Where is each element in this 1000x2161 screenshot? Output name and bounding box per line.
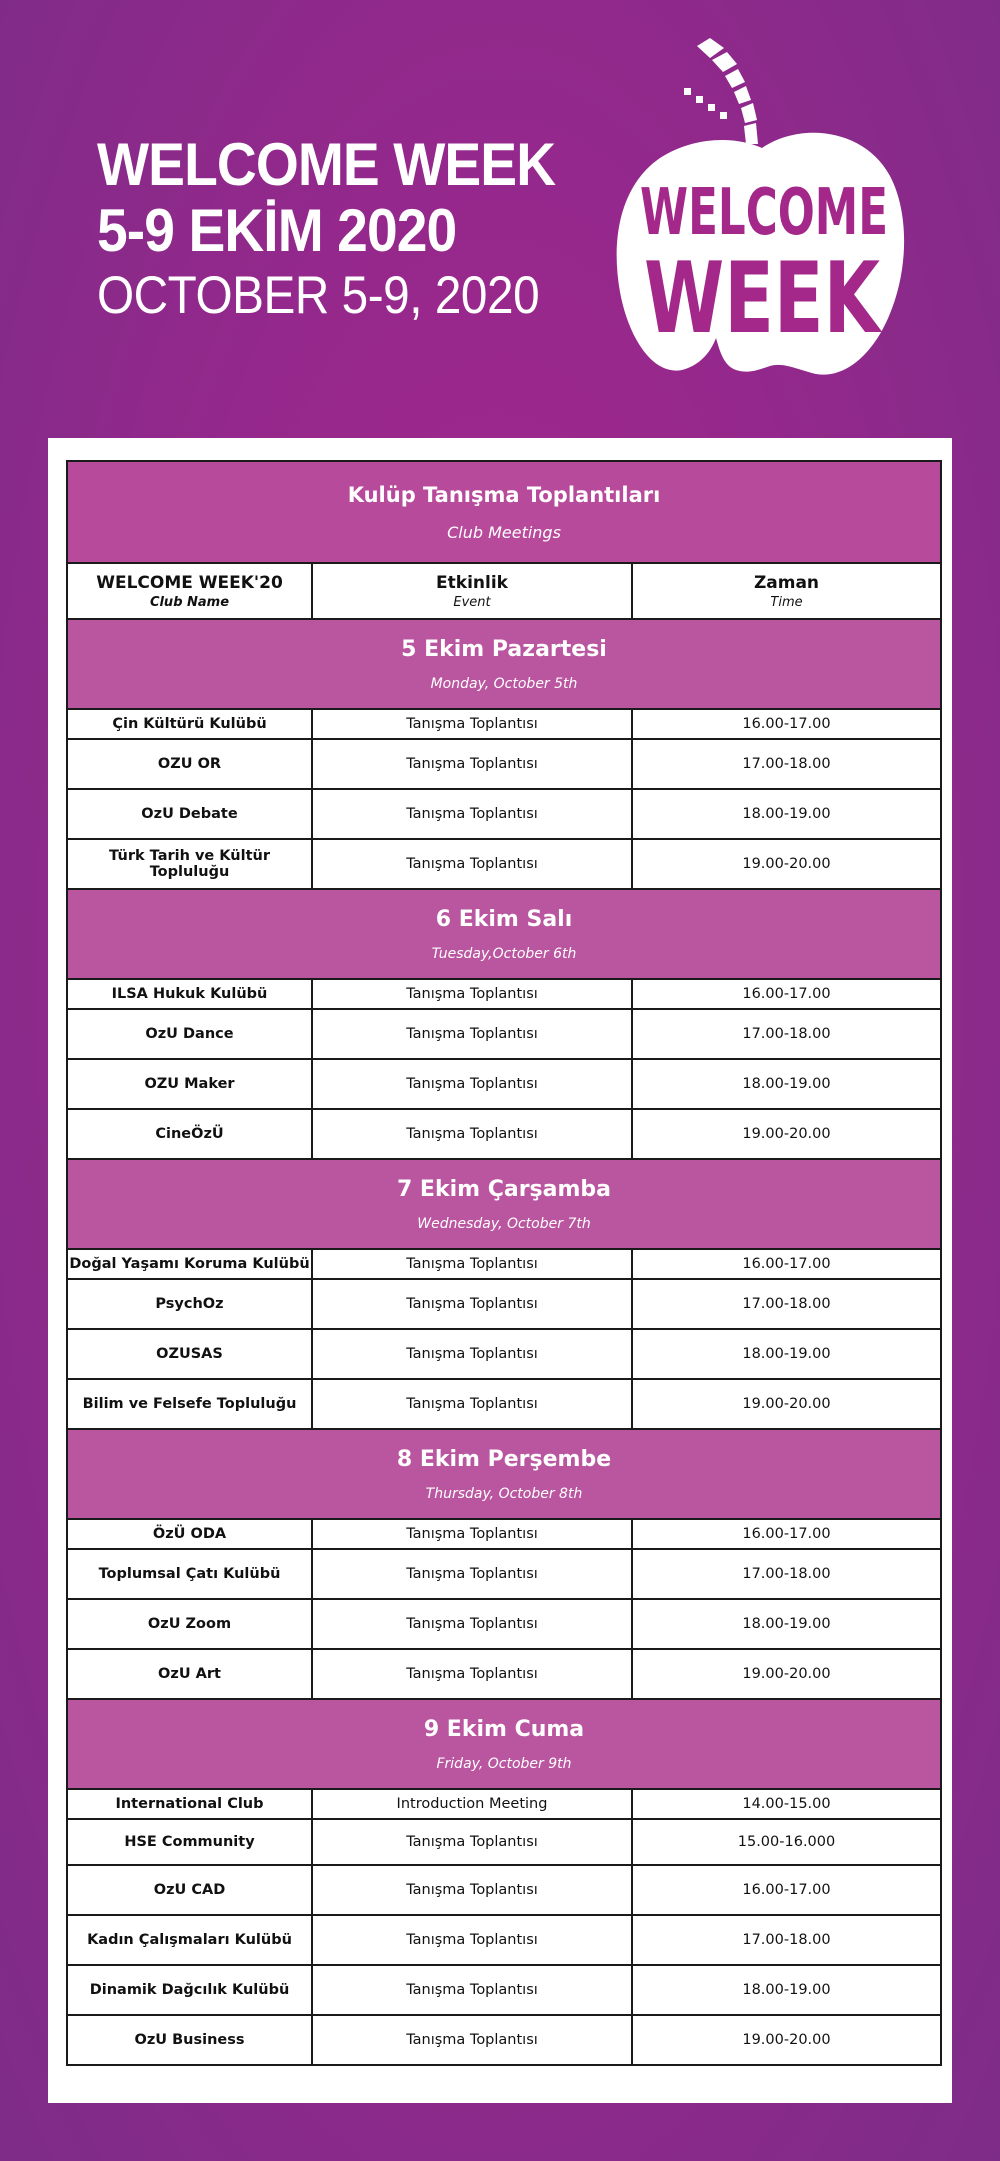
- cell-club: OzU Debate: [67, 789, 312, 839]
- cell-event: Tanışma Toplantısı: [312, 839, 632, 889]
- table-row: [67, 1865, 941, 1915]
- table-row: [67, 1649, 941, 1699]
- day-header-cell: [67, 1699, 941, 1789]
- cell-time: 18.00-19.00: [632, 1329, 941, 1379]
- cell-time: 17.00-18.00: [632, 739, 941, 789]
- cell-club: OzU Zoom: [67, 1599, 312, 1649]
- table-row: [67, 1249, 941, 1279]
- cell-event: Tanışma Toplantısı: [312, 979, 632, 1009]
- day-subtitle: Friday, October 9th: [436, 1755, 572, 1772]
- cell-time: 16.00-17.00: [632, 1519, 941, 1549]
- cell-time: 15.00-16.000: [632, 1819, 941, 1865]
- cell-event: Tanışma Toplantısı: [312, 1009, 632, 1059]
- hero-title-line1: WELCOME WEEK: [97, 131, 556, 198]
- table-row: [67, 839, 941, 889]
- table-row: [67, 2015, 941, 2065]
- day-title: 8 Ekim Perşembe: [396, 1446, 612, 1472]
- logo-word-week: WEEK: [644, 242, 883, 356]
- day-header-row: [67, 1429, 941, 1519]
- table-header-row: [67, 563, 941, 619]
- cell-club: Kadın Çalışmaları Kulübü: [67, 1915, 312, 1965]
- header-time: [632, 563, 941, 619]
- cell-club: OZUSAS: [67, 1329, 312, 1379]
- cell-event: Tanışma Toplantısı: [312, 1519, 632, 1549]
- cell-club: Dinamik Dağcılık Kulübü: [67, 1965, 312, 2015]
- cell-event: Tanışma Toplantısı: [312, 1819, 632, 1865]
- day-header-cell: [67, 1429, 941, 1519]
- table-subtitle: Club Meetings: [447, 522, 561, 542]
- cell-time: 16.00-17.00: [632, 979, 941, 1009]
- header-club-sub: Club Name: [149, 594, 230, 610]
- day-title: 5 Ekim Pazartesi: [401, 636, 607, 662]
- cell-time: 18.00-19.00: [632, 1965, 941, 2015]
- cell-event: Introduction Meeting: [312, 1789, 632, 1819]
- table-row: [67, 1379, 941, 1429]
- cell-club: HSE Community: [67, 1819, 312, 1865]
- day-subtitle: Monday, October 5th: [430, 675, 578, 692]
- hero-title-line2: 5-9 EKİM 2020: [97, 197, 457, 264]
- table-row: [67, 1819, 941, 1865]
- cell-club: PsychOz: [67, 1279, 312, 1329]
- header-time-sub: Time: [770, 594, 803, 610]
- cell-time: 18.00-19.00: [632, 789, 941, 839]
- table-row: [67, 1915, 941, 1965]
- cell-event: Tanışma Toplantısı: [312, 1279, 632, 1329]
- table-row: [67, 709, 941, 739]
- cell-event: Tanışma Toplantısı: [312, 1649, 632, 1699]
- table-row: [67, 1965, 941, 2015]
- cell-event: Tanışma Toplantısı: [312, 1379, 632, 1429]
- table-row: [67, 1519, 941, 1549]
- cell-club: OzU Dance: [67, 1009, 312, 1059]
- table-row: [67, 789, 941, 839]
- schedule-panel: [48, 438, 952, 2103]
- cell-club: OZU OR: [67, 739, 312, 789]
- header-event-label: Etkinlik: [436, 572, 508, 593]
- header-event-sub: Event: [453, 594, 491, 610]
- day-subtitle: Thursday, October 8th: [425, 1485, 583, 1502]
- day-header-row: [67, 1159, 941, 1249]
- cell-club: OzU Business: [67, 2015, 312, 2065]
- table-row: [67, 1279, 941, 1329]
- table-row: [67, 1009, 941, 1059]
- cell-event: Tanışma Toplantısı: [312, 709, 632, 739]
- cell-club: Türk Tarih ve Kültür Topluluğu: [67, 839, 312, 889]
- cell-club: Toplumsal Çatı Kulübü: [67, 1549, 312, 1599]
- cell-time: 18.00-19.00: [632, 1599, 941, 1649]
- cell-club: ILSA Hukuk Kulübü: [67, 979, 312, 1009]
- apple-logo-icon: [612, 36, 912, 380]
- day-header-cell: [67, 1159, 941, 1249]
- cell-event: Tanışma Toplantısı: [312, 1865, 632, 1915]
- cell-event: Tanışma Toplantısı: [312, 2015, 632, 2065]
- cell-time: 17.00-18.00: [632, 1279, 941, 1329]
- day-title: 7 Ekim Çarşamba: [396, 1176, 612, 1202]
- cell-event: Tanışma Toplantısı: [312, 1599, 632, 1649]
- day-subtitle: Tuesday,October 6th: [431, 945, 577, 962]
- day-header-row: [67, 619, 941, 709]
- cell-event: Tanışma Toplantısı: [312, 1549, 632, 1599]
- table-row: [67, 1109, 941, 1159]
- cell-event: Tanışma Toplantısı: [312, 1109, 632, 1159]
- hero-title-line3: OCTOBER 5-9, 2020: [97, 266, 540, 325]
- day-subtitle: Wednesday, October 7th: [417, 1215, 591, 1232]
- header-club: [67, 563, 312, 619]
- cell-time: 19.00-20.00: [632, 1109, 941, 1159]
- apple-leaf-dots: [684, 88, 727, 119]
- day-header-row: [67, 889, 941, 979]
- cell-time: 19.00-20.00: [632, 1379, 941, 1429]
- cell-club: International Club: [67, 1789, 312, 1819]
- cell-club: OZU Maker: [67, 1059, 312, 1109]
- day-header-cell: [67, 889, 941, 979]
- apple-stem: [697, 38, 758, 144]
- day-title: 6 Ekim Salı: [435, 906, 573, 932]
- cell-time: 18.00-19.00: [632, 1059, 941, 1109]
- header-club-label: WELCOME WEEK'20: [96, 572, 283, 593]
- table-row: [67, 1599, 941, 1649]
- table-row: [67, 1329, 941, 1379]
- cell-event: Tanışma Toplantısı: [312, 739, 632, 789]
- table-row: [67, 979, 941, 1009]
- cell-time: 17.00-18.00: [632, 1009, 941, 1059]
- table-title-cell: [67, 461, 941, 563]
- cell-club: Çin Kültürü Kulübü: [67, 709, 312, 739]
- cell-time: 19.00-20.00: [632, 2015, 941, 2065]
- cell-time: 19.00-20.00: [632, 1649, 941, 1699]
- cell-time: 16.00-17.00: [632, 709, 941, 739]
- header-event: [312, 563, 632, 619]
- schedule-table: [66, 460, 942, 2066]
- logo-word-welcome: WELCOME: [640, 176, 888, 250]
- cell-club: ÖzÜ ODA: [67, 1519, 312, 1549]
- cell-event: Tanışma Toplantısı: [312, 789, 632, 839]
- day-header-row: [67, 1699, 941, 1789]
- cell-club: Doğal Yaşamı Koruma Kulübü: [67, 1249, 312, 1279]
- cell-event: Tanışma Toplantısı: [312, 1329, 632, 1379]
- table-row: [67, 1549, 941, 1599]
- cell-event: Tanışma Toplantısı: [312, 1965, 632, 2015]
- cell-time: 16.00-17.00: [632, 1249, 941, 1279]
- hero-title: [97, 132, 595, 328]
- table-row: [67, 1789, 941, 1819]
- cell-club: CineÖzÜ: [67, 1109, 312, 1159]
- cell-event: Tanışma Toplantısı: [312, 1249, 632, 1279]
- table-title: Kulüp Tanışma Toplantıları: [347, 482, 661, 507]
- cell-club: OzU Art: [67, 1649, 312, 1699]
- cell-time: 17.00-18.00: [632, 1549, 941, 1599]
- cell-time: 16.00-17.00: [632, 1865, 941, 1915]
- cell-club: Bilim ve Felsefe Topluluğu: [67, 1379, 312, 1429]
- cell-event: Tanışma Toplantısı: [312, 1915, 632, 1965]
- day-title: 9 Ekim Cuma: [423, 1716, 585, 1742]
- cell-time: 19.00-20.00: [632, 839, 941, 889]
- cell-event: Tanışma Toplantısı: [312, 1059, 632, 1109]
- header-time-label: Zaman: [753, 572, 820, 593]
- table-row: [67, 1059, 941, 1109]
- table-row: [67, 739, 941, 789]
- cell-time: 17.00-18.00: [632, 1915, 941, 1965]
- cell-club: OzU CAD: [67, 1865, 312, 1915]
- cell-time: 14.00-15.00: [632, 1789, 941, 1819]
- day-header-cell: [67, 619, 941, 709]
